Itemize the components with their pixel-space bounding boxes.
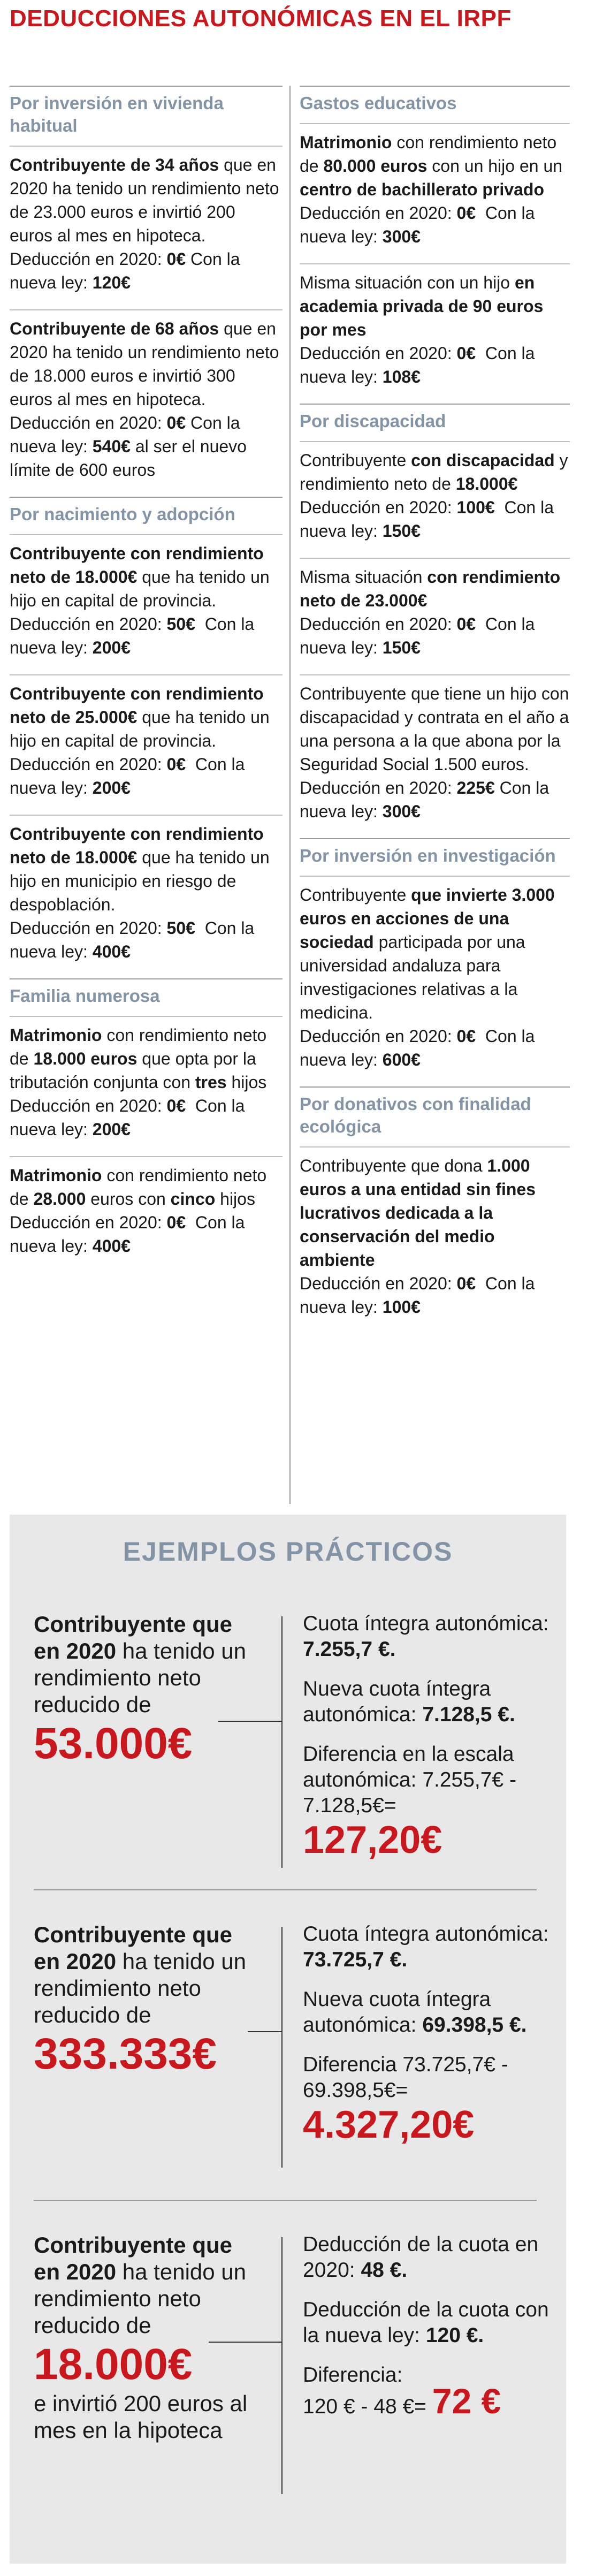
highlighted-text: 80.000 euros xyxy=(323,156,428,176)
highlighted-text: 28.000 xyxy=(33,1189,86,1209)
deduction-new-value: 100€ xyxy=(382,1297,421,1317)
deduction-example xyxy=(10,1156,283,1273)
example-1-result: 127,20€ xyxy=(303,1819,442,1861)
deduction-values xyxy=(10,612,283,659)
row-label: Diferencia: xyxy=(303,2364,403,2387)
deduction-values xyxy=(300,612,570,659)
row-label: Cuota íntegra autonómica: xyxy=(303,1922,549,1946)
deduction-2020-label: Deducción en 2020: xyxy=(300,1274,457,1293)
row-value: 120 € - 48 €= xyxy=(303,2395,426,2418)
deduction-new-value: 300€ xyxy=(382,227,421,246)
example-3-text: ha tenido un rendimiento neto reducido de xyxy=(34,2259,246,2338)
example-description xyxy=(10,682,283,753)
deduction-2020-label: Deducción en 2020: xyxy=(10,918,167,938)
row-label: Cuota íntegra autonómica: xyxy=(303,1612,549,1635)
text: con rendimiento neto de xyxy=(10,1025,267,1068)
deduction-example xyxy=(300,876,570,1086)
example-3-amount: 18.000€ xyxy=(34,2340,193,2389)
text: y rendimiento neto de xyxy=(300,451,568,493)
highlighted-text: en academia privada de 90 euros por mes xyxy=(300,273,544,339)
text: euros con xyxy=(86,1189,171,1209)
deduction-example xyxy=(10,534,283,674)
example-description xyxy=(10,153,283,247)
deduction-2020-value: 225€ xyxy=(456,778,495,797)
example-2-description xyxy=(34,1921,264,2080)
example-separator-2 xyxy=(34,2200,537,2201)
text: que ha tenido un hijo en municipio en riesgo de despoblación. xyxy=(10,848,270,914)
row-value: 73.725,7 €. xyxy=(303,1948,408,1971)
example-1-row-2 xyxy=(303,1676,560,1728)
highlighted-text: que invierte 3.000 euros en acciones de una sociedad xyxy=(300,885,555,952)
example-3-row-2 xyxy=(303,2297,560,2349)
deduction-new-label: Con la nueva ley: xyxy=(10,1096,250,1139)
highlighted-text: 18.000 euros xyxy=(33,1049,138,1068)
deduction-2020-label: Deducción en 2020: xyxy=(10,249,167,269)
example-2-subject: Contribuyente que en 2020 xyxy=(34,1922,233,1974)
deduction-example xyxy=(300,441,570,558)
highlighted-text: centro de bachillerato privado xyxy=(300,180,544,199)
example-3-description xyxy=(34,2232,264,2444)
deduction-values xyxy=(300,776,570,823)
row-value: 120 €. xyxy=(425,2324,484,2347)
deduction-2020-value: 0€ xyxy=(456,203,476,223)
text: Contribuyente xyxy=(300,885,411,905)
practical-examples-title: EJEMPLOS PRÁCTICOS xyxy=(123,1537,453,1567)
left-column xyxy=(10,86,283,1273)
deduction-2020-value: 0€ xyxy=(456,614,476,634)
example-2-row-2 xyxy=(303,1987,560,2038)
example-description xyxy=(300,131,570,201)
text: con rendimiento neto de xyxy=(10,1166,267,1209)
example-1-subject: Contribuyente que en 2020 xyxy=(34,1612,233,1663)
example-3-extra: e invirtió 200 euros al mes en la hipoteca xyxy=(34,2391,248,2443)
example-description xyxy=(10,1023,283,1094)
row-label: Nueva cuota íntegra autonómica: xyxy=(303,1677,491,1726)
example-description xyxy=(10,317,283,411)
deduction-2020-value: 0€ xyxy=(166,413,186,432)
deduction-new-label: Con la nueva ley: xyxy=(300,614,540,657)
deduction-2020-label: Deducción en 2020: xyxy=(10,614,167,634)
row-value: 7.128,5 €. xyxy=(422,1703,515,1726)
example-description xyxy=(10,1164,283,1211)
deduction-example xyxy=(10,815,283,978)
deduction-example xyxy=(300,263,570,404)
deduction-new-label: Con la nueva ley: xyxy=(10,918,259,961)
example-description xyxy=(300,1154,570,1272)
text: Contribuyente que tiene un hijo con discapacidad y contrata en el año a una persona a la que abona por la Seguridad Social 1.500 euros. xyxy=(300,684,569,774)
deduction-new-value: 600€ xyxy=(382,1050,421,1069)
deduction-example xyxy=(300,558,570,674)
text: con un hijo en un xyxy=(427,156,563,176)
highlighted-text: 1.000 euros a una entidad sin fines lucrativos dedicada a la conservación del medio ambiente xyxy=(300,1156,536,1270)
highlighted-text: Contribuyente con rendimiento neto de 18.000€ xyxy=(10,544,264,587)
example-2-amount: 333.333€ xyxy=(34,2030,217,2078)
highlighted-text: 18.000€ xyxy=(455,474,518,493)
example-1-calculation xyxy=(303,1611,560,1875)
text: que en 2020 ha tenido un rendimiento neto de 23.000 euros e invirtió 200 euros al mes en hipoteca. xyxy=(10,155,279,245)
example-2-result: 4.327,20€ xyxy=(303,2103,475,2146)
deduction-2020-value: 0€ xyxy=(166,249,186,269)
deduction-2020-label: Deducción en 2020: xyxy=(300,203,457,223)
example-3-result: 72 € xyxy=(432,2381,501,2421)
deduction-new-value: 150€ xyxy=(382,521,421,541)
example-description xyxy=(300,565,570,612)
example-description xyxy=(300,449,570,496)
example-3-row-1 xyxy=(303,2232,560,2283)
deduction-new-value: 108€ xyxy=(382,367,421,386)
deduction-2020-label: Deducción en 2020: xyxy=(300,498,457,517)
deduction-new-label: Con la nueva ley: xyxy=(10,249,245,292)
example-description xyxy=(10,822,283,916)
deduction-values xyxy=(300,496,570,543)
deduction-2020-value: 0€ xyxy=(456,344,476,363)
deduction-2020-value: 50€ xyxy=(166,614,195,634)
deduction-new-value: 300€ xyxy=(382,802,421,821)
row-label: Diferencia xyxy=(303,2053,403,2076)
section-title: Gastos educativos xyxy=(300,86,570,123)
highlighted-text: con discapacidad xyxy=(411,451,555,470)
deduction-2020-value: 0€ xyxy=(166,755,186,774)
deduction-2020-value: 100€ xyxy=(456,498,495,517)
deduction-2020-label: Deducción en 2020: xyxy=(10,755,167,774)
row-value: 73.725,7€ - 69.398,5€= xyxy=(303,2053,508,2102)
deduction-values xyxy=(300,1024,570,1072)
deduction-2020-label: Deducción en 2020: xyxy=(300,344,457,363)
deduction-2020-value: 0€ xyxy=(166,1096,186,1115)
deduction-new-value: 540€ xyxy=(92,437,131,456)
deduction-new-label: Con la nueva ley: xyxy=(10,755,250,797)
deduction-values xyxy=(10,1094,283,1141)
section-title: Por discapacidad xyxy=(300,404,570,441)
column-divider xyxy=(289,86,291,1504)
row-label: Deducción de la cuota con la nueva ley: xyxy=(303,2298,549,2347)
deduction-values xyxy=(10,916,283,963)
deduction-new-label: Con la nueva ley: xyxy=(300,1027,540,1069)
highlighted-text: Contribuyente de 34 años xyxy=(10,155,219,174)
example-1-description xyxy=(34,1611,264,1769)
text: que en 2020 ha tenido un rendimiento neto de 18.000 euros e invirtió 300 euros al mes en hipoteca. xyxy=(10,319,279,409)
deduction-new-value: 200€ xyxy=(92,638,131,657)
deduction-new-label: Con la nueva ley: xyxy=(300,203,540,246)
deduction-2020-label: Deducción en 2020: xyxy=(300,1027,457,1046)
example-description xyxy=(300,682,570,776)
example-1-leader-line xyxy=(218,1721,281,1722)
row-value: 7.255,7 €. xyxy=(303,1638,396,1661)
example-3-bracket xyxy=(281,2237,283,2494)
deduction-2020-label: Deducción en 2020: xyxy=(300,614,457,634)
example-2-bracket xyxy=(281,1927,283,2168)
section-title: Por nacimiento y adopción xyxy=(10,497,283,534)
deduction-new-value: 400€ xyxy=(92,1236,131,1256)
highlighted-text: Matrimonio xyxy=(300,133,392,152)
deduction-new-label: Con la nueva ley: xyxy=(300,498,559,541)
highlighted-text: Matrimonio xyxy=(10,1025,102,1045)
deduction-2020-value: 0€ xyxy=(166,1213,186,1232)
deduction-new-label: Con la nueva ley: xyxy=(300,1274,540,1317)
example-1-row-1 xyxy=(303,1611,560,1662)
deduction-new-label: Con la nueva ley: xyxy=(10,413,245,456)
section-title: Por inversión en vivienda habitual xyxy=(10,86,283,146)
example-2-leader-line xyxy=(248,2031,281,2032)
text: Contribuyente xyxy=(300,451,411,470)
deduction-new-value: 200€ xyxy=(92,1120,131,1139)
text: que ha tenido un hijo en capital de provincia. xyxy=(10,567,270,610)
highlighted-text: Contribuyente con rendimiento neto de 25.000€ xyxy=(10,684,264,727)
deduction-example xyxy=(300,1146,570,1334)
text: Misma situación con un hijo xyxy=(300,273,515,292)
section-title: Por inversión en investigación xyxy=(300,838,570,876)
example-description xyxy=(10,542,283,612)
deduction-2020-label: Deducción en 2020: xyxy=(300,778,457,797)
text: hijos xyxy=(215,1189,255,1209)
example-1-amount: 53.000€ xyxy=(34,1719,193,1768)
deduction-new-value: 400€ xyxy=(92,942,131,961)
right-column xyxy=(300,86,570,1334)
deduction-new-value: 120€ xyxy=(92,273,131,292)
example-description xyxy=(300,271,570,341)
deduction-2020-label: Deducción en 2020: xyxy=(10,1096,167,1115)
page-title: DEDUCCIONES AUTONÓMICAS EN EL IRPF xyxy=(10,5,512,32)
example-description xyxy=(300,883,570,1024)
example-1-row-3 xyxy=(303,1742,560,1861)
row-label: Deducción de la cuota en 2020: xyxy=(303,2233,539,2282)
highlighted-text: Contribuyente con rendimiento neto de 18.000€ xyxy=(10,824,264,867)
deduction-values xyxy=(300,201,570,248)
deduction-note: al ser el nuevo límite de 600 euros xyxy=(10,437,251,480)
example-2-calculation xyxy=(303,1921,560,2160)
section-title: Familia numerosa xyxy=(10,978,283,1016)
example-1-text: ha tenido un rendimiento neto reducido de xyxy=(34,1638,246,1717)
deduction-example xyxy=(300,123,570,263)
deduction-new-label: Con la nueva ley: xyxy=(10,1213,250,1256)
deduction-new-value: 150€ xyxy=(382,638,421,657)
text: hijos xyxy=(226,1073,267,1092)
highlighted-text: tres xyxy=(195,1073,227,1092)
deduction-new-label: Con la nueva ley: xyxy=(10,614,259,657)
text: que ha tenido un hijo en capital de provincia. xyxy=(10,708,270,750)
text: participada por una universidad andaluza para investigaciones relativas a la medicina. xyxy=(300,932,525,1022)
example-1-bracket xyxy=(281,1616,283,1868)
deduction-example xyxy=(300,674,570,838)
deduction-example xyxy=(10,674,283,815)
row-label: Diferencia en la escala autonómica: xyxy=(303,1743,514,1791)
example-2-text: ha tenido un rendimiento neto reducido de xyxy=(34,1949,246,2027)
deduction-values xyxy=(300,1272,570,1319)
deduction-new-value: 200€ xyxy=(92,778,131,797)
highlighted-text: Matrimonio xyxy=(10,1166,102,1185)
example-3-subject: Contribuyente que en 2020 xyxy=(34,2232,233,2284)
deduction-new-label: Con la nueva ley: xyxy=(300,344,540,386)
deduction-values xyxy=(10,753,283,800)
deduction-values xyxy=(10,411,283,482)
deduction-2020-value: 0€ xyxy=(456,1274,476,1293)
row-value: 48 €. xyxy=(361,2259,408,2282)
deduction-values xyxy=(300,341,570,389)
deduction-example xyxy=(10,146,283,309)
deduction-2020-label: Deducción en 2020: xyxy=(10,1213,167,1232)
highlighted-text: con rendimiento neto de 23.000€ xyxy=(300,567,561,610)
example-3-calculation xyxy=(303,2232,560,2434)
highlighted-text: Contribuyente de 68 años xyxy=(10,319,219,338)
deduction-example xyxy=(10,1016,283,1156)
highlighted-text: cinco xyxy=(170,1189,216,1209)
text: Misma situación xyxy=(300,567,428,587)
row-value: 69.398,5 €. xyxy=(422,2013,527,2037)
row-value: 7.255,7€ - 7.128,5€= xyxy=(303,1768,516,1817)
section-title: Por donativos con finalidad ecológica xyxy=(300,1086,570,1146)
example-2-row-3 xyxy=(303,2052,560,2146)
text: con rendimiento neto de xyxy=(300,133,557,176)
deduction-2020-value: 50€ xyxy=(166,918,195,938)
example-3-leader-line xyxy=(209,2342,281,2343)
example-2-row-1 xyxy=(303,1921,560,1973)
text: que opta por la tributación conjunta con xyxy=(10,1049,256,1092)
row-label: Nueva cuota íntegra autonómica: xyxy=(303,1988,491,2037)
practical-examples-panel xyxy=(10,1515,566,2564)
deduction-2020-label: Deducción en 2020: xyxy=(10,413,167,432)
deduction-new-label: Con la nueva ley: xyxy=(300,778,554,821)
deduction-values xyxy=(10,247,283,294)
example-separator-1 xyxy=(34,1889,537,1890)
text: Contribuyente que dona xyxy=(300,1156,487,1175)
deduction-2020-value: 0€ xyxy=(456,1027,476,1046)
example-3-row-3 xyxy=(303,2362,560,2420)
deduction-values xyxy=(10,1211,283,1258)
deduction-example xyxy=(10,309,283,497)
